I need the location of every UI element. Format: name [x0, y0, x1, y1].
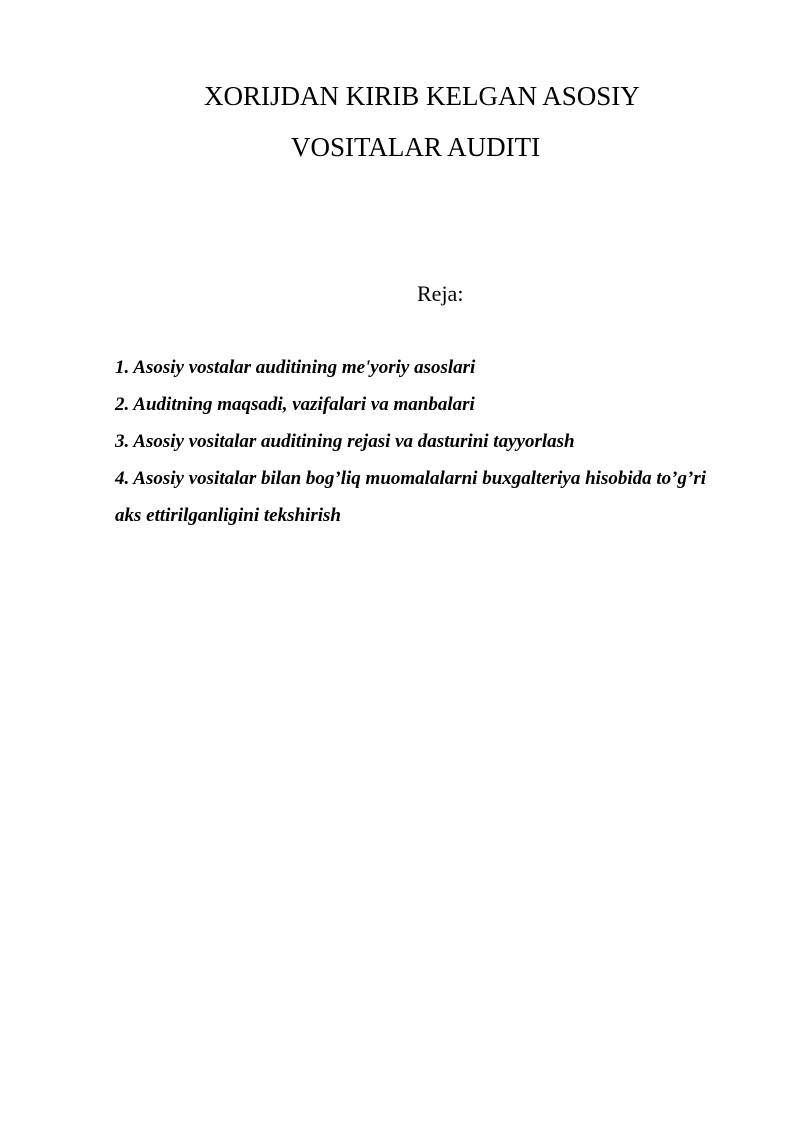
- plan-item: 2. Auditning maqsadi, vazifalari va manbalari: [115, 394, 475, 415]
- plan-heading: Reja:: [417, 281, 464, 306]
- plan-item: 1. Asosiy vostalar auditining me'yoriy asoslari: [115, 357, 476, 378]
- plan-list: [115, 349, 735, 534]
- document-title-line-2: VOSITALAR AUDITI: [291, 132, 541, 162]
- plan-item: 3. Asosiy vositalar auditining rejasi va dasturini tayyorlash: [115, 431, 575, 452]
- document-title-line-1: XORIJDAN KIRIB KELGAN ASOSIY: [204, 81, 640, 111]
- plan-item: 4. Asosiy vositalar bilan bog’liq muomalalarni buxgalteriya hisobida to’g’ri aks ettirilganligini tekshirish: [115, 468, 706, 526]
